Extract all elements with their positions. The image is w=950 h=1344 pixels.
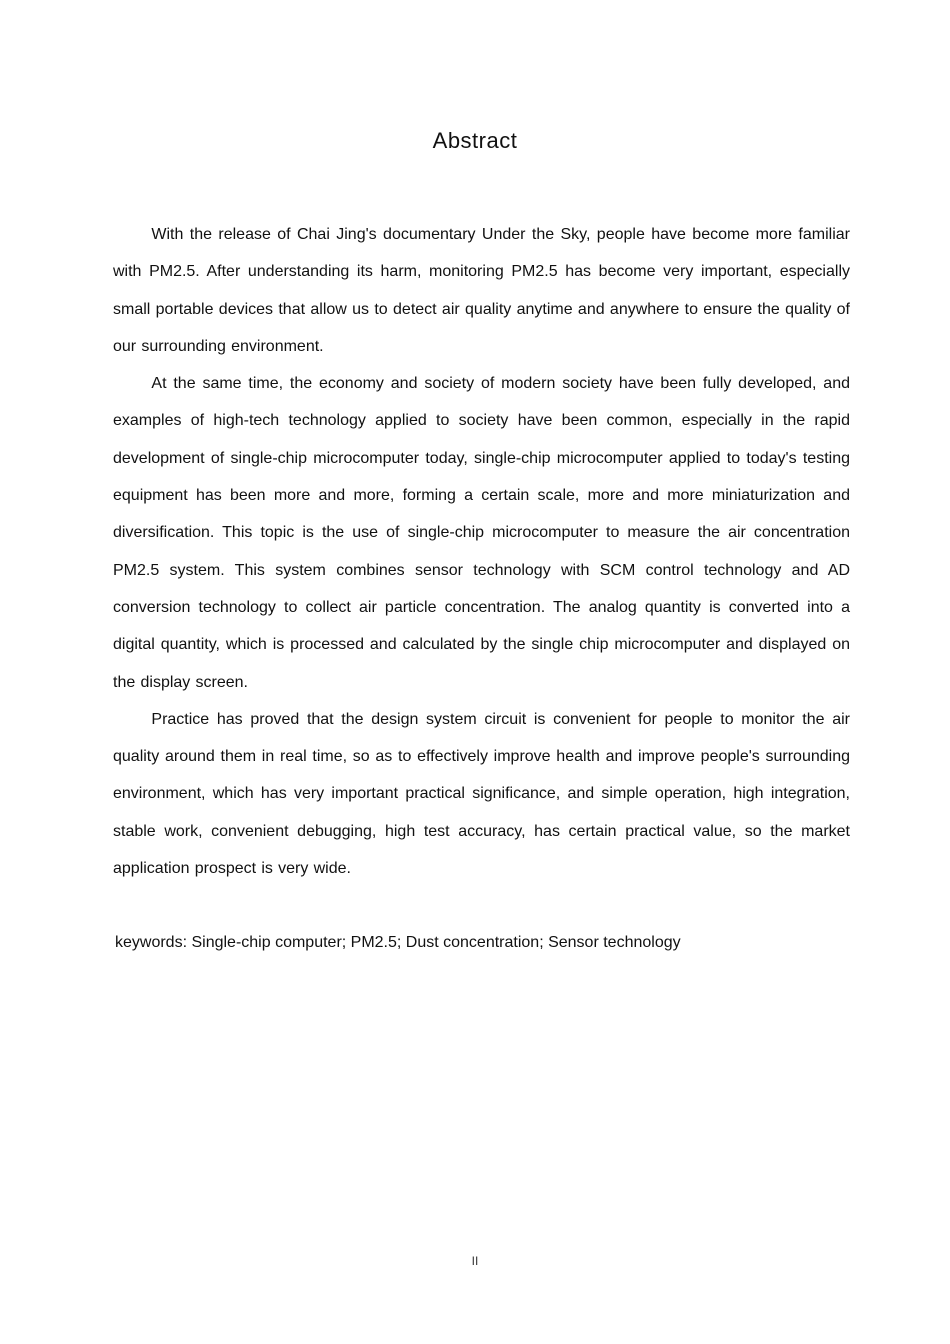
abstract-body <box>113 216 850 887</box>
abstract-paragraph-2: At the same time, the economy and society of modern society have been fully developed, and examples of high-tech technology applied to society have been common, especially in the rapid development of single-chip microcomputer today, single-chip microcomputer applied to today's testing equipment has been more and more, forming a certain scale, more and more miniaturization and diversification. This topic is the use of single-chip microcomputer to measure the air concentration PM2.5 system. This system combines sensor technology with SCM control technology and AD conversion technology to collect air particle concentration. The analog quantity is converted into a digital quantity, which is processed and calculated by the single chip microcomputer and displayed on the display screen. <box>113 375 850 691</box>
abstract-paragraph-1: With the release of Chai Jing's documentary Under the Sky, people have become more familiar with PM2.5. After understanding its harm, monitoring PM2.5 has become very important, especially small portable devices that allow us to detect air quality anytime and anywhere to ensure the quality of our surrounding environment. <box>113 226 850 355</box>
abstract-paragraph-3: Practice has proved that the design system circuit is convenient for people to monitor the air quality around them in real time, so as to effectively improve health and improve people's surrounding environment, which has very important practical significance, and simple operation, high integration, stable work, convenient debugging, high test accuracy, has certain practical value, so the market application prospect is very wide. <box>113 710 850 878</box>
keywords-line: keywords: Single-chip computer; PM2.5; Dust concentration; Sensor technology <box>115 934 681 952</box>
page-number: II <box>471 1254 479 1268</box>
abstract-title: Abstract <box>432 128 518 153</box>
